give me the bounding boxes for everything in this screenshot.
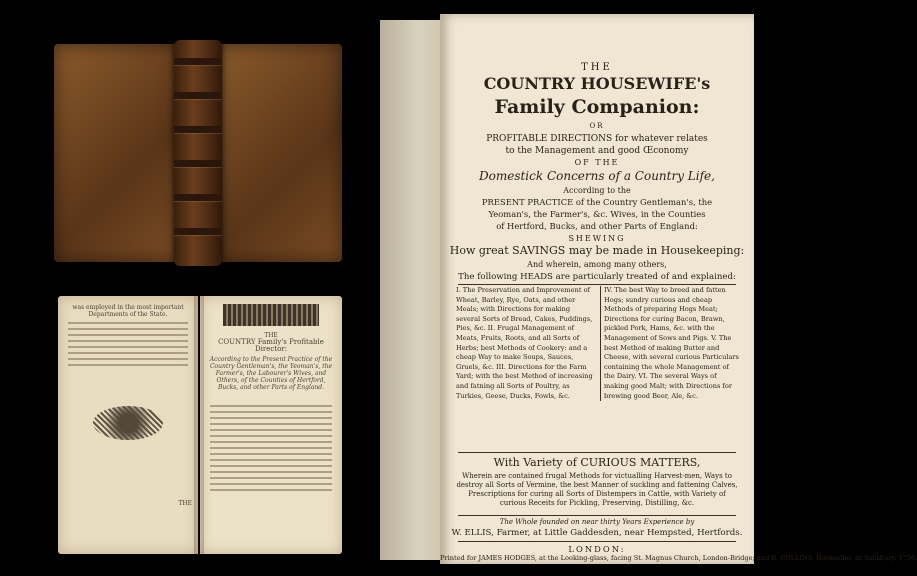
title-line: The following HEADS are particularly treated of and explained: <box>458 272 736 282</box>
founded-line: The Whole founded on near thirty Years Experience by <box>499 518 695 526</box>
author-line: W. ELLIS, Farmer, at Little Gaddesden, near Hempsted, Hertfords. <box>451 528 743 538</box>
closed-leather-book <box>54 44 342 262</box>
spine-band <box>174 126 222 133</box>
contents-right-column: IV. The best Way to breed and fatten Hogs; sundry curious and cheap Methods of preparing Hogs Meat; Directions for curing Bacon, Brawn, pickled Pork, Hams, &c. with the Management of Sows and Pigs. V. The best Method of making Butter and Cheese, with several curious Particulars containing the whole Management of the Dairy. VI. The several Ways of making good Malt; with Directions for brewing good Beer, Ale, &c. <box>600 286 739 401</box>
ornament-illustration <box>93 406 163 440</box>
divider <box>458 541 736 542</box>
book-spine <box>174 40 222 266</box>
spine-band <box>174 228 222 235</box>
imprint-city: LONDON: <box>568 544 626 554</box>
left-page-text: was employed in the most important Departments of the State. <box>72 304 184 318</box>
main-title: COUNTRY HOUSEWIFE's <box>483 74 711 93</box>
spine-band <box>174 58 222 65</box>
contents-left-column: I. The Preservation and Improvement of Wheat, Barley, Rye, Oats, and other Meals; with Directions for making several Sorts of Bread, Cakes, Puddings, Pies, &c. II. Frugal Management of Meats, Fruits, Roots, and all Sorts of Herbs; best Methods of Cookery: and a cheap Way to make Soups, Sauces, Gruels, &c. III. Directions for the Farm Yard; with the best Method of increasing and fatning all Sorts of Poultry, as Turkies, Geese, Ducks, Fowls, &c. <box>456 286 593 400</box>
title-or: OR <box>589 122 605 130</box>
title-line: And wherein, among many others, <box>527 260 667 269</box>
divider <box>458 515 736 516</box>
imprint-printer: Printed for JAMES HODGES, at the Looking-glass, facing St. Magnus Church, London-Bridge; and B. COLLINS, Bookseller, at Salisbury. 1750. <box>440 554 917 562</box>
title-page-book <box>380 14 917 564</box>
open-book-left-page <box>58 296 198 554</box>
right-page-subtitle: According to the Present Practice of the Country Gentleman's, the Yeoman's, the Farmer's, the Labourer's Wives, and Others, of the Counties of Hertford, Bucks, and other Parts of England. <box>209 356 333 391</box>
title-line: Yeoman's, the Farmer's, &c. Wives, in the Counties <box>488 209 706 219</box>
divider <box>458 452 736 453</box>
title-line: PROFITABLE DIRECTIONS for whatever relates <box>486 134 708 144</box>
title-line: Domestick Concerns of a Country Life, <box>479 169 715 183</box>
title-line: According to the <box>563 186 631 195</box>
title-the: THE <box>581 62 613 73</box>
title-line: SHEWING <box>568 234 626 243</box>
spine-band <box>174 92 222 99</box>
variety-body: Wherein are contained frugal Methods for victualling Harvest-men, Ways to destroy all Sorts of Vermine, the best Manner of suckling and fattening Calves, Prescriptions for curing all Sorts of Distempers in Cattle, with Variety of curious Receits for Pickling, Preserving, Distilling, &c. <box>456 472 738 507</box>
open-book-right-page <box>200 296 342 554</box>
title-line: of Hertford, Bucks, and other Parts of England: <box>496 221 698 231</box>
right-page-heading: THE <box>264 332 278 339</box>
headpiece-ornament <box>223 304 319 326</box>
title-page <box>440 14 917 564</box>
sub-title: Family Companion: <box>494 96 700 118</box>
catchword: THE <box>178 500 192 507</box>
spine-band <box>174 194 222 201</box>
variety-heading: With Variety of CURIOUS MATTERS, <box>493 456 701 469</box>
contents-columns <box>456 286 738 454</box>
page-edges <box>380 20 444 560</box>
book-gutter <box>194 296 204 554</box>
title-line: PRESENT PRACTICE of the Country Gentleman's, the <box>481 197 713 207</box>
title-line: to the Management and good Œconomy <box>505 146 689 156</box>
spine-band <box>174 160 222 167</box>
title-line: How great SAVINGS may be made in Housekeeping: <box>449 244 745 257</box>
open-book <box>58 296 342 554</box>
title-line: OF THE <box>574 158 620 167</box>
book-back-cover <box>216 44 342 262</box>
divider <box>458 284 736 285</box>
right-page-title: COUNTRY Family's Profitable Director: <box>218 338 324 353</box>
book-front-cover <box>54 44 180 262</box>
